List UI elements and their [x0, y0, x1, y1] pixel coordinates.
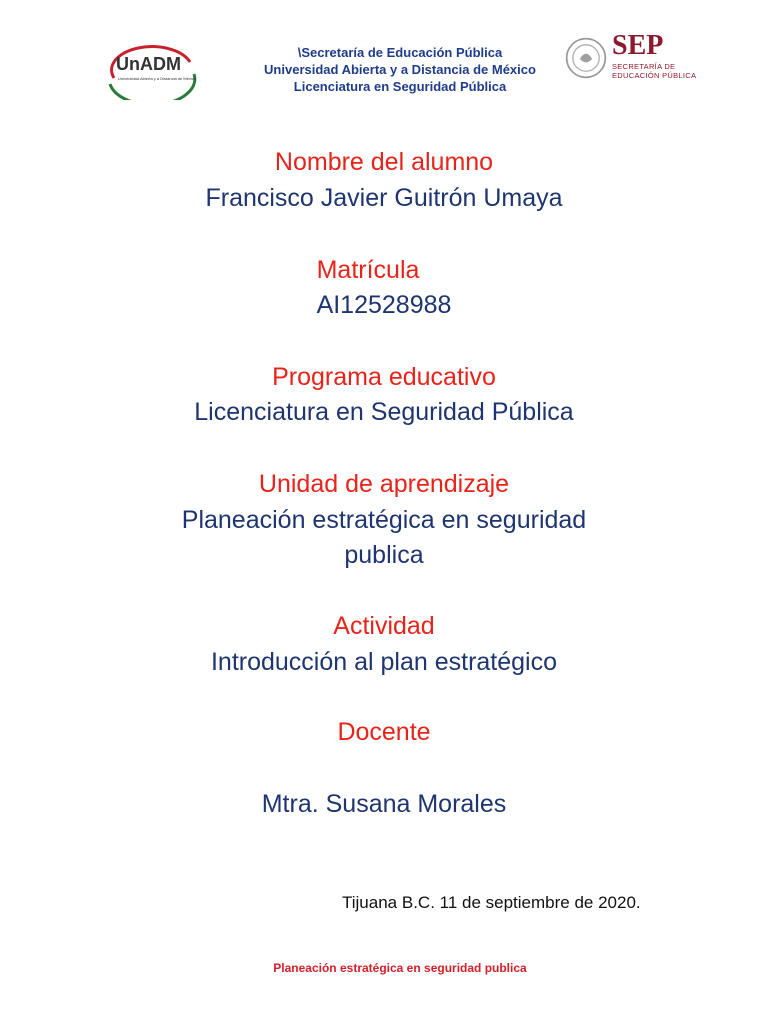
page-footer: Planeación estratégica en seguridad publica: [273, 961, 527, 975]
sep-logo-subtext-2: EDUCACIÓN PÚBLICA: [612, 71, 697, 80]
id-value: AI12528988: [316, 291, 452, 319]
student-name-value: Francisco Javier Guitrón Umaya: [205, 184, 563, 212]
header-institution-lines: [230, 44, 570, 95]
teacher-value: Mtra. Susana Morales: [261, 790, 507, 818]
page-header: [0, 0, 768, 110]
sep-logo-subtext-1: SECRETARÍA DE: [612, 62, 676, 71]
header-line-2: Universidad Abierta y a Distancia de México: [264, 62, 536, 77]
unadm-logo-subtext: Universidad Abierta y a Distancia de México: [118, 76, 197, 81]
place-and-date: Tijuana B.C. 11 de septiembre de 2020.: [342, 893, 641, 912]
student-name-label: Nombre del alumno: [274, 148, 494, 176]
unit-value-line-1: Planeación estratégica en seguridad: [181, 506, 587, 534]
unadm-logo-text: UnADM: [116, 54, 181, 74]
unit-value-line-2: publica: [344, 541, 424, 569]
unit-label: Unidad de aprendizaje: [258, 470, 510, 498]
sep-logo-text: SEP: [612, 30, 664, 61]
header-line-1: \Secretaría de Educación Pública: [297, 45, 503, 60]
sep-logo-subtext: [612, 62, 696, 80]
program-label: Programa educativo: [272, 363, 496, 391]
sep-seal-icon: [564, 36, 608, 80]
header-line-3: Licenciatura en Seguridad Pública: [293, 79, 507, 94]
unadm-logo: [104, 44, 200, 100]
activity-label: Actividad: [333, 612, 435, 640]
teacher-label: Docente: [337, 718, 431, 746]
id-label: Matrícula: [316, 256, 420, 284]
activity-value: Introducción al plan estratégico: [210, 648, 558, 676]
program-value: Licenciatura en Seguridad Pública: [194, 398, 574, 426]
